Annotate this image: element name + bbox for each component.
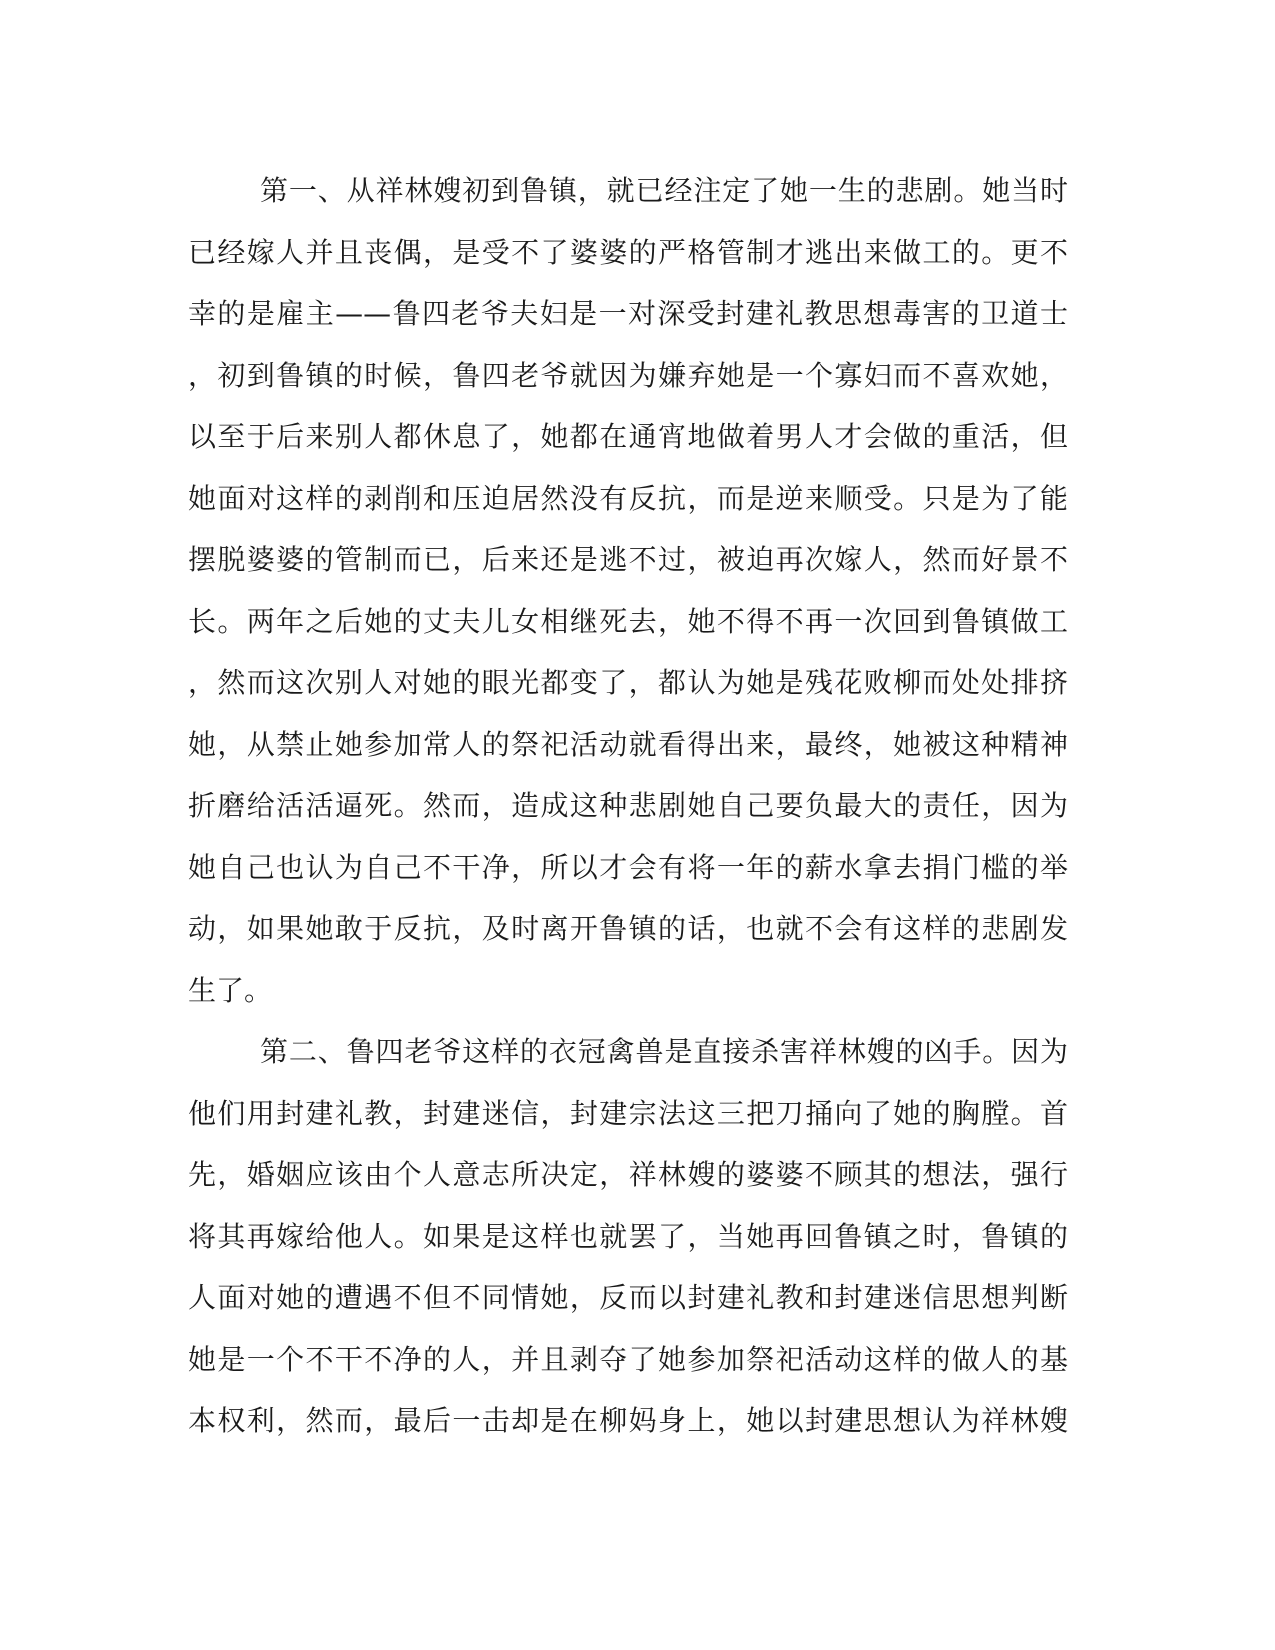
text-line: 幸的是雇主——鲁四老爷夫妇是一对深受封建礼教思想毒害的卫道士 — [188, 297, 1068, 330]
text-line: 长。两年之后她的丈夫儿女相继死去，她不得不再一次回到鲁镇做工 — [188, 604, 1068, 638]
text-line: 先，婚姻应该由个人意志所决定，祥林嫂的婆婆不顾其的想法，强行 — [188, 1158, 1068, 1191]
paragraph-1 — [188, 160, 1068, 1021]
text-line: 她自己也认为自己不干净，所以才会有将一年的薪水拿去捐门槛的举 — [188, 850, 1068, 884]
text-line: ，然而这次别人对她的眼光都变了，都认为她是残花败柳而处处排挤 — [188, 666, 1068, 699]
text-line: 第一、从祥林嫂初到鲁镇，就已经注定了她一生的悲剧。她当时 — [260, 174, 1068, 207]
text-line: 第二、鲁四老爷这样的衣冠禽兽是直接杀害祥林嫂的凶手。因为 — [260, 1035, 1068, 1068]
text-line: 动，如果她敢于反抗，及时离开鲁镇的话，也就不会有这样的悲剧发 — [188, 912, 1068, 945]
body-text — [188, 160, 1068, 1452]
text-line: 将其再嫁给他人。如果是这样也就罢了，当她再回鲁镇之时，鲁镇的 — [188, 1219, 1068, 1253]
text-line: 她面对这样的剥削和压迫居然没有反抗，而是逆来顺受。只是为了能 — [188, 481, 1068, 515]
text-line: 折磨给活活逼死。然而，造成这种悲剧她自己要负最大的责任，因为 — [188, 789, 1068, 822]
text-line: 她，从禁止她参加常人的祭祀活动就看得出来，最终，她被这种精神 — [188, 727, 1068, 761]
text-line: 生了。 — [188, 973, 273, 1007]
text-line: 人面对她的遭遇不但不同情她，反而以封建礼教和封建迷信思想判断 — [188, 1281, 1068, 1314]
text-line: ，初到鲁镇的时候，鲁四老爷就因为嫌弃她是一个寡妇而不喜欢她， — [188, 358, 1068, 392]
text-line: 他们用封建礼教，封建迷信，封建宗法这三把刀捅向了她的胸膛。首 — [188, 1096, 1068, 1130]
text-line: 已经嫁人并且丧偶，是受不了婆婆的严格管制才逃出来做工的。更不 — [188, 235, 1068, 269]
text-line: 本权利，然而，最后一击却是在柳妈身上，她以封建思想认为祥林嫂 — [188, 1404, 1068, 1437]
text-line: 摆脱婆婆的管制而已，后来还是逃不过，被迫再次嫁人，然而好景不 — [188, 543, 1068, 576]
text-line: 以至于后来别人都休息了，她都在通宵地做着男人才会做的重活，但 — [188, 420, 1068, 453]
paragraph-2 — [188, 1021, 1068, 1452]
text-line: 她是一个不干不净的人，并且剥夺了她参加祭祀活动这样的做人的基 — [188, 1342, 1068, 1376]
